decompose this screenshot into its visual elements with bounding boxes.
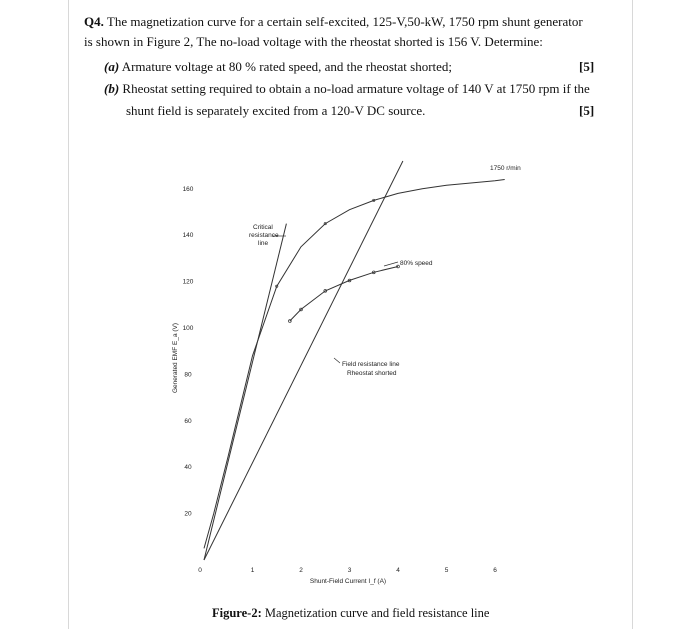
- part-b-text2: shunt field is separately excited from a 120-V DC source.: [126, 103, 426, 118]
- y-tick-label: 60: [184, 417, 192, 425]
- y-tick-label: 80: [184, 371, 192, 379]
- part-a-label: (a): [104, 59, 120, 74]
- label-critical-3: line: [258, 240, 269, 247]
- axes-layer: [183, 186, 498, 574]
- part-b-marks: [5]: [579, 103, 595, 118]
- label-critical-2: resistance: [249, 232, 279, 239]
- question-line1: The magnetization curve for a certain self-excited, 125-V,50-kW, 1750 rpm shunt generator: [106, 14, 583, 29]
- part-a-marks: [5]: [579, 59, 595, 74]
- eighty-speed-leader: [384, 262, 398, 266]
- magnetization-curve-80-speed: [290, 267, 398, 322]
- x-tick-label: 0: [198, 567, 202, 574]
- label-field-1: Field resistance line: [342, 361, 400, 368]
- y-tick-label: 40: [184, 464, 192, 472]
- label-1750: 1750 r/min: [490, 165, 521, 172]
- y-axis-label: Generated EMF E_a (V): [172, 322, 179, 394]
- question-line2: is shown in Figure 2, The no-load voltage with the rheostat shorted is 156 V. Determine:: [84, 34, 543, 49]
- part-b-label: (b): [104, 81, 120, 96]
- y-tick-label: 160: [182, 185, 194, 193]
- x-axis-label: Shunt-Field Current I_f (A): [309, 578, 387, 585]
- x-tick-label: 3: [347, 567, 352, 574]
- x-tick-label: 5: [444, 567, 449, 574]
- critical-resistance-line: [204, 224, 286, 560]
- caption-label: Figure-2:: [212, 606, 262, 620]
- field-line-leader: [334, 358, 340, 363]
- question-number: Q4.: [84, 14, 104, 29]
- caption-text: Magnetization curve and field resistance line: [264, 606, 490, 620]
- figure-caption: [212, 606, 489, 621]
- x-tick-label: 6: [493, 567, 497, 574]
- part-a-text: Armature voltage at 80 % rated speed, and the rheostat shorted;: [121, 59, 453, 74]
- label-field-2: Rheostat shorted: [347, 370, 397, 377]
- part-b-text: Rheostat setting required to obtain a no-load armature voltage of 140 V at 1750 rpm if the: [122, 81, 590, 96]
- y-tick-label: 120: [182, 278, 194, 286]
- y-tick-label: 100: [182, 325, 194, 332]
- y-tick-label: 20: [184, 510, 192, 518]
- label-critical-1: Critical: [253, 224, 273, 231]
- label-layer: [172, 165, 521, 585]
- x-tick-label: 2: [299, 567, 303, 574]
- label-80-speed: 80% speed: [400, 260, 433, 267]
- y-tick-label: 140: [182, 232, 194, 240]
- x-tick-label: 4: [396, 567, 400, 574]
- x-tick-label: 1: [250, 567, 255, 574]
